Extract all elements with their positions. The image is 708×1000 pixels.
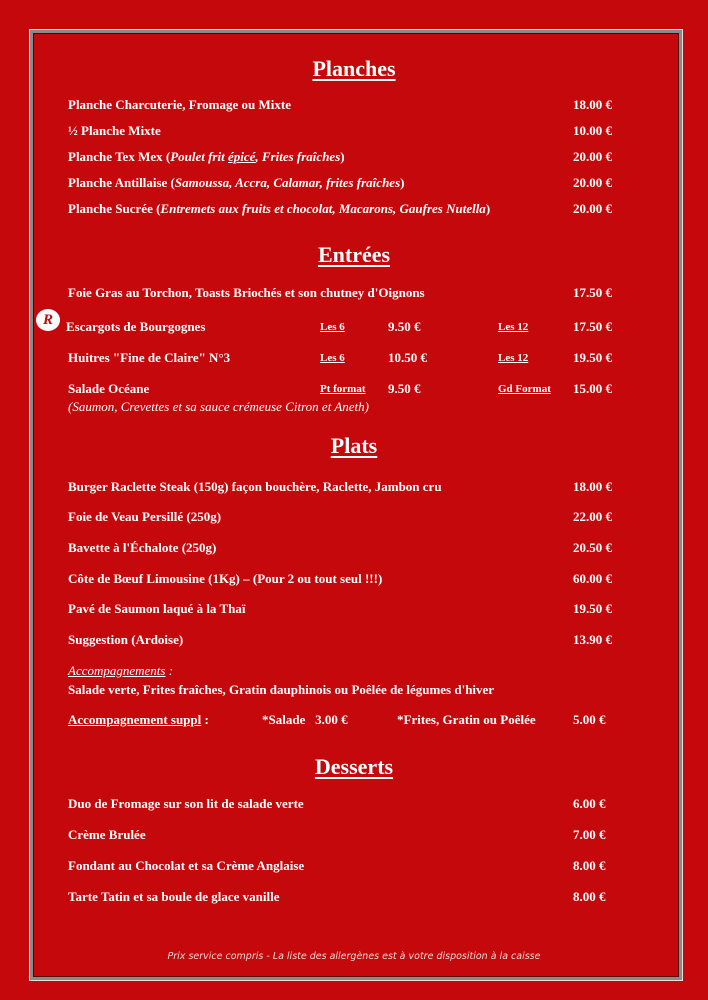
accompagnements-text: Salade verte, Frites fraîches, Gratin dauphinois ou Poêlée de légumes d'hiver (68, 682, 495, 697)
accompagnement-suppl-label: Accompagnement suppl (68, 712, 202, 727)
menu-item-name: Tarte Tatin et sa boule de glace vanille (68, 889, 280, 904)
menu-item-name: Foie de Veau Persillé (250g) (68, 509, 222, 524)
menu-item-name: Huitres "Fine de Claire" N°3 (68, 350, 231, 365)
menu-item-price: 10.00 € (573, 123, 612, 138)
menu-item-name: Planche Charcuterie, Fromage ou Mixte (68, 97, 291, 112)
menu-item-sucree (68, 201, 490, 217)
menu-item-price: 20.50 € (573, 540, 612, 555)
menu-item-price: 9.50 € (388, 319, 421, 334)
size-label: Les 12 (498, 321, 529, 333)
menu-item-price: 17.50 € (573, 319, 612, 334)
menu-item-name: Burger Raclette Steak (150g) façon bouchère, Raclette, Jambon cru (68, 479, 442, 494)
menu-item-price: 6.00 € (573, 796, 606, 811)
section-title-desserts: Desserts (314, 754, 394, 779)
size-label: Pt format (320, 383, 366, 395)
menu-item-price: 17.50 € (573, 285, 612, 300)
menu-item-price: 19.50 € (573, 350, 612, 365)
menu-item-name: Bavette à l'Échalote (250g) (68, 540, 217, 555)
menu-item-desc: Entremets aux fruits et chocolat, Macarons, Gaufres Nutella (160, 201, 486, 216)
size-label: Gd Format (498, 383, 551, 395)
label-rouge-logo: R (36, 309, 60, 331)
menu-item-desc: , Frites fraîches (255, 149, 341, 164)
menu-item-desc: Samoussa, Accra, Calamar, frites fraîches (174, 175, 401, 190)
menu-item-name: Pavé de Saumon laqué à la Thaï (68, 601, 246, 616)
menu-item-close: ) (400, 175, 405, 190)
size-label: Les 6 (320, 321, 345, 333)
menu-item-name: Crème Brulée (68, 827, 146, 842)
menu-item-close: ) (485, 201, 491, 216)
menu-item-note: (Saumon, Crevettes et sa sauce crémeuse Citron et Aneth) (68, 399, 369, 414)
menu-item-price: 15.00 € (573, 381, 612, 396)
menu-item-name: Planche Sucrée ( (68, 201, 161, 216)
accompagnement-suppl (68, 712, 209, 728)
menu-item-price: 8.00 € (573, 858, 606, 873)
menu-item-name: Planche Tex Mex ( (68, 149, 171, 164)
menu-item-price: 8.00 € (573, 889, 606, 904)
menu-item-name: Salade Océane (68, 381, 150, 396)
menu-item-name: Côte de Bœuf Limousine (1Kg) – (Pour 2 ou tout seul !!!) (68, 571, 383, 586)
menu-item-name: ½ Planche Mixte (68, 123, 161, 138)
menu-item-price: 20.00 € (573, 175, 612, 190)
section-title-plats: Plats (330, 433, 378, 458)
menu-item-price: 18.00 € (573, 479, 612, 494)
menu-item-price: 18.00 € (573, 97, 612, 112)
menu-item-price: 60.00 € (573, 571, 612, 586)
menu-item-close: ) (340, 149, 345, 164)
suppl-frites: *Frites, Gratin ou Poêlée (397, 712, 536, 727)
accompagnements-label: Accompagnements (68, 663, 166, 678)
menu-item-desc: Poulet frit (170, 149, 228, 164)
menu-item-name: Suggestion (Ardoise) (68, 632, 184, 647)
menu-item-antillaise (68, 175, 404, 191)
menu-item-price: 20.00 € (573, 149, 612, 164)
menu-item-name: Fondant au Chocolat et sa Crème Anglaise (68, 858, 305, 873)
accompagnement-suppl-colon: : (201, 712, 209, 727)
menu-item-price: 19.50 € (573, 601, 612, 616)
size-label: Les 6 (320, 352, 345, 364)
suppl-salade: *Salade 3.00 € (262, 712, 348, 727)
suppl-frites-price: 5.00 € (573, 712, 606, 727)
size-label: Les 12 (498, 352, 529, 364)
menu-item-price: 9.50 € (388, 381, 421, 396)
accompagnements-colon: : (165, 663, 174, 678)
menu-item-name: Escargots de Bourgognes (66, 319, 206, 334)
footer-note: Prix service compris - La liste des allergènes est à votre disposition à la caisse (167, 951, 541, 962)
accompagnements-heading (68, 663, 173, 679)
menu-item-desc-underlined: épicé (227, 149, 256, 164)
section-title-planches: Planches (312, 56, 396, 81)
menu-item-price: 20.00 € (573, 201, 612, 216)
menu-item-tex-mex (68, 149, 345, 165)
menu-item-price: 13.90 € (573, 632, 612, 647)
menu-item-price: 7.00 € (573, 827, 606, 842)
menu-item-price: 10.50 € (388, 350, 427, 365)
section-title-entrees: Entrées (317, 242, 391, 267)
menu-item-price: 22.00 € (573, 509, 612, 524)
menu-item-name: Foie Gras au Torchon, Toasts Briochés et son chutney d'Oignons (68, 285, 425, 300)
menu-item-name: Duo de Fromage sur son lit de salade verte (68, 796, 304, 811)
menu-item-name: Planche Antillaise ( (68, 175, 175, 190)
